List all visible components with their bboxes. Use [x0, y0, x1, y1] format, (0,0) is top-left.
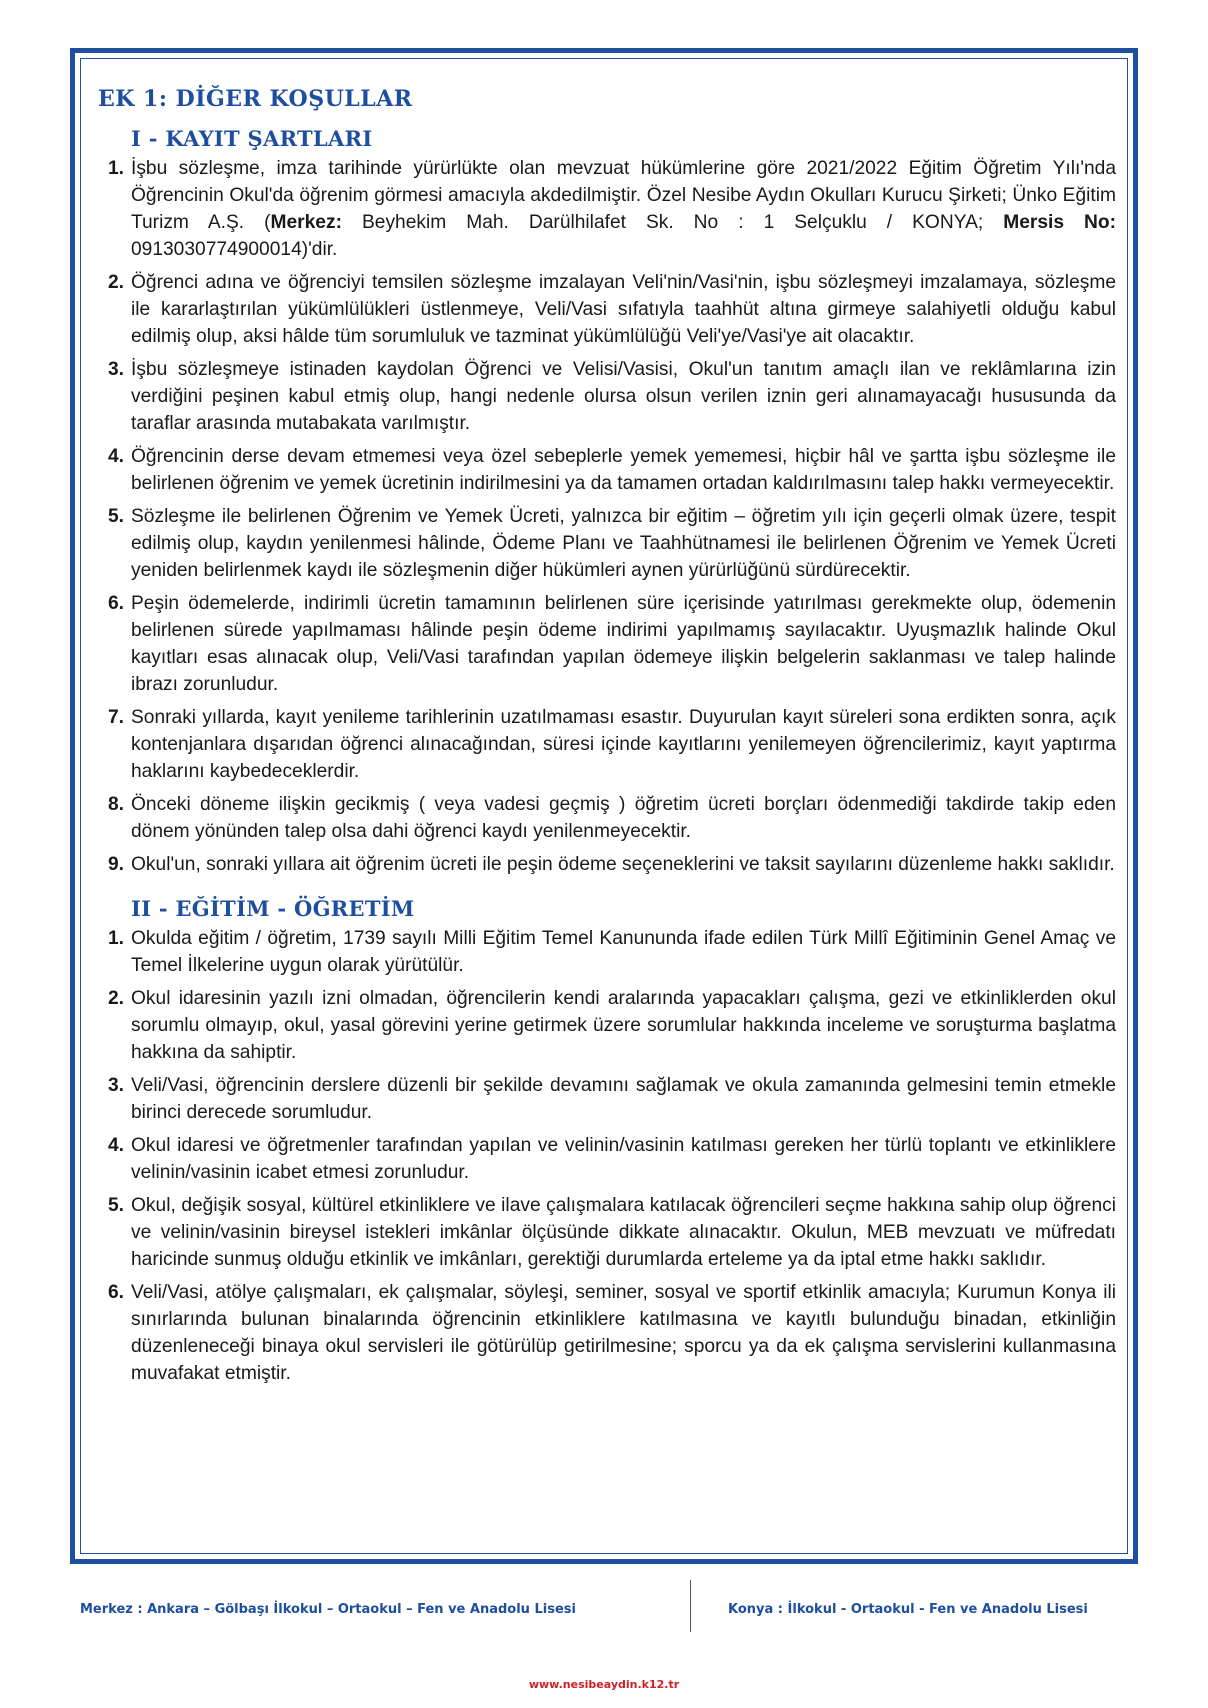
clause-item — [98, 1279, 1116, 1387]
clause-item — [98, 356, 1116, 437]
footer-konya-campus: Konya : İlkokul - Ortaokul - Fen ve Anadolu Lisesi — [728, 1602, 1088, 1617]
clause-number: 1. — [107, 158, 124, 179]
document-title: EK 1: DİĞER KOŞULLAR — [98, 86, 413, 112]
clause-item — [98, 155, 1116, 263]
clause-number: 9. — [107, 854, 124, 875]
clause-number: 1. — [107, 928, 124, 949]
clause-number: 6. — [107, 593, 124, 614]
clause-item — [98, 925, 1116, 979]
clause-item — [98, 503, 1116, 584]
clause-text: Okulda eğitim / öğretim, 1739 sayılı Milli Eğitim Temel Kanununda ifade edilen Türk Millî Eğitiminin Genel Amaç ve Temel İlkelerine uygun olarak yürütülür. — [131, 928, 1116, 976]
clause-number: 5. — [107, 1195, 124, 1216]
clause-text: Okul, değişik sosyal, kültürel etkinliklere ve ilave çalışmalara katılacak öğrencileri seçme hakkına sahip olup öğrenci ve velinin/vasinin bireysel istekleri imkânlar ölçüsünde dikkate alınacaktır. Okulun, MEB mevzuatı ve müfredatı haricinde sunmuş olduğu etkinlik ve imkânları, gerektiği durumlarda erteleme ya da iptal etme hakkı saklıdır. — [131, 1195, 1116, 1270]
clause-text: Önceki döneme ilişkin gecikmiş ( veya vadesi geçmiş ) öğretim ücreti borçları ödenmediği takdirde takip eden dönem yönünden talep olsa dahi öğrenci kaydı yenilenmeyecektir. — [131, 794, 1116, 842]
clause-text: Sonraki yıllarda, kayıt yenileme tarihlerinin uzatılmaması esastır. Duyurulan kayıt süreleri sona erdikten sonra, açık kontenjanlara dışarıdan öğrenci alınacağından, süresi içinde kayıtlarını yenilemeyen öğrencilerimiz, kayıt yaptırma haklarını kaybedeceklerdir. — [131, 707, 1116, 782]
clause-list — [98, 155, 1116, 878]
clause-number: 3. — [107, 359, 124, 380]
clause-text: Sözleşme ile belirlenen Öğrenim ve Yemek Ücreti, yalnızca bir eğitim – öğretim yılı için geçerli olmak üzere, tespit edilmiş olup, kaydın yenilenmesi hâlinde, Ödeme Planı ve Taahhütnamesi ile belirlenen Öğrenim ve Yemek Ücreti yeniden belirlenmek kaydı ile sözleşmenin diğer hükümleri aynen yürürlüğünü sürdürecektir. — [131, 506, 1116, 581]
clause-number: 4. — [107, 1135, 124, 1156]
clause-text: Veli/Vasi, atölye çalışmaları, ek çalışmalar, söyleşi, seminer, sosyal ve sportif etkinlik amacıyla; Kurumun Konya ili sınırlarında bulunan binalarında öğrencinin etkinliklere katılmasına ve kayıtlı bulunduğu binadan, etkinliğin düzenleneceği binaya okul servisleri ile götürülüp getirilmesine; sporcu ya da ek çalışma servislerini kullanmasına muvafakat etmiştir. — [131, 1282, 1116, 1384]
clause-item — [98, 704, 1116, 785]
clause-text: Okul'un, sonraki yıllara ait öğrenim ücreti ile peşin ödeme seçeneklerini ve taksit sayılarını düzenleme hakkı saklıdır. — [131, 854, 1115, 875]
clause-number: 5. — [107, 506, 124, 527]
footer-divider — [690, 1580, 691, 1632]
section-title: II - EĞİTİM - ÖĞRETİM — [131, 896, 415, 921]
clause-text: Okul idaresinin yazılı izni olmadan, öğrencilerin kendi aralarında yapacakları çalışma, gezi ve etkinliklerden okul sorumlu olmayıp, okul, yasal görevini yerine getirmek üzere sorumlular hakkında inceleme ve soruşturma başlatma hakkına da sahiptir. — [131, 988, 1116, 1063]
clause-item — [98, 1132, 1116, 1186]
clause-item — [98, 1192, 1116, 1273]
clause-text: İşbu sözleşme, imza tarihinde yürürlükte olan mevzuat hükümlerine göre 2021/2022 Eğitim Öğretim Yılı'nda Öğrencinin Okul'da öğrenim görmesi amacıyla akdedilmiştir. Özel Nesibe Aydın Okulları Kurucu Şirketi; Ünko Eğitim Turizm A.Ş. (Merkez: Beyhekim Mah. Darülhilafet Sk. No : 1 Selçuklu / KONYA; Mersis No: 0913030774900014)'dir. — [131, 158, 1116, 260]
clause-number: 2. — [107, 988, 124, 1009]
section-kayit-sartlari — [98, 126, 1116, 878]
clause-text: Öğrencinin derse devam etmemesi veya özel sebeplerle yemek yememesi, hiçbir hâl ve şartta işbu sözleşme ile belirlenen öğrenim ve yemek ücretinin indirilmesini ya da tamamen ortadan kaldırılmasını talep hakkı vermeyecektir. — [131, 446, 1116, 494]
clause-text: Veli/Vasi, öğrencinin derslere düzenli bir şekilde devamını sağlamak ve okula zamanında gelmesini temin etmekle birinci derecede sorumludur. — [131, 1075, 1116, 1123]
section-egitim-ogretim — [98, 896, 1116, 1387]
clause-item — [98, 443, 1116, 497]
document-body — [98, 86, 1116, 1393]
clause-text: İşbu sözleşmeye istinaden kaydolan Öğrenci ve Velisi/Vasisi, Okul'un tanıtım amaçlı ilan ve reklâmlarına izin verdiğini peşinen kabul etmiş olup, hangi nedenle olursa olsun verilen iznin geri alınamayacağı hususunda da taraflar arasında mutabakata varılmıştır. — [131, 359, 1116, 434]
clause-number: 4. — [107, 446, 124, 467]
section-title: I - KAYIT ŞARTLARI — [131, 126, 373, 151]
clause-number: 3. — [107, 1075, 124, 1096]
clause-text: Öğrenci adına ve öğrenciyi temsilen sözleşme imzalayan Veli'nin/Vasi'nin, işbu sözleşmeyi imzalamaya, sözleşme ile kararlaştırılan yükümlülükleri üstlenmeye, Veli/Vasi sıfatıyla taahhüt altına girmeye salahiyetli olduğu kabul edilmiş olup, aksi hâlde tüm sorumluluk ve tazminat yükümlülüğü Veli'ye/Vasi'ye ait olacaktır. — [131, 272, 1116, 347]
clause-list — [98, 925, 1116, 1387]
clause-item — [98, 851, 1116, 878]
clause-item — [98, 985, 1116, 1066]
clause-number: 8. — [107, 794, 124, 815]
clause-text: Peşin ödemelerde, indirimli ücretin tamamının belirlenen süre içerisinde yatırılması gerekmekte olup, ödemenin belirlenen sürede yapılmaması hâlinde peşin ödeme indirimi yapılmamış sayılacaktır. Uyuşmazlık halinde Okul kayıtları esas alınacak olup, Veli/Vasi tarafından yapılan ödemeye ilişkin belgelerin saklanması ve talep halinde ibrazı zorunludur. — [131, 593, 1116, 695]
clause-item — [98, 590, 1116, 698]
clause-item — [98, 791, 1116, 845]
clause-number: 6. — [107, 1282, 124, 1303]
clause-text: Okul idaresi ve öğretmenler tarafından yapılan ve velinin/vasinin katılması gereken her türlü toplantı ve etkinliklere velinin/vasinin icabet etmesi zorunludur. — [131, 1135, 1116, 1183]
clause-item — [98, 1072, 1116, 1126]
clause-item — [98, 269, 1116, 350]
clause-number: 2. — [107, 272, 124, 293]
clause-number: 7. — [107, 707, 124, 728]
footer-ankara-campus: Merkez : Ankara – Gölbaşı İlkokul – Ortaokul – Fen ve Anadolu Lisesi — [80, 1602, 576, 1617]
website-link[interactable]: www.nesibeaydin.k12.tr — [528, 1678, 680, 1691]
